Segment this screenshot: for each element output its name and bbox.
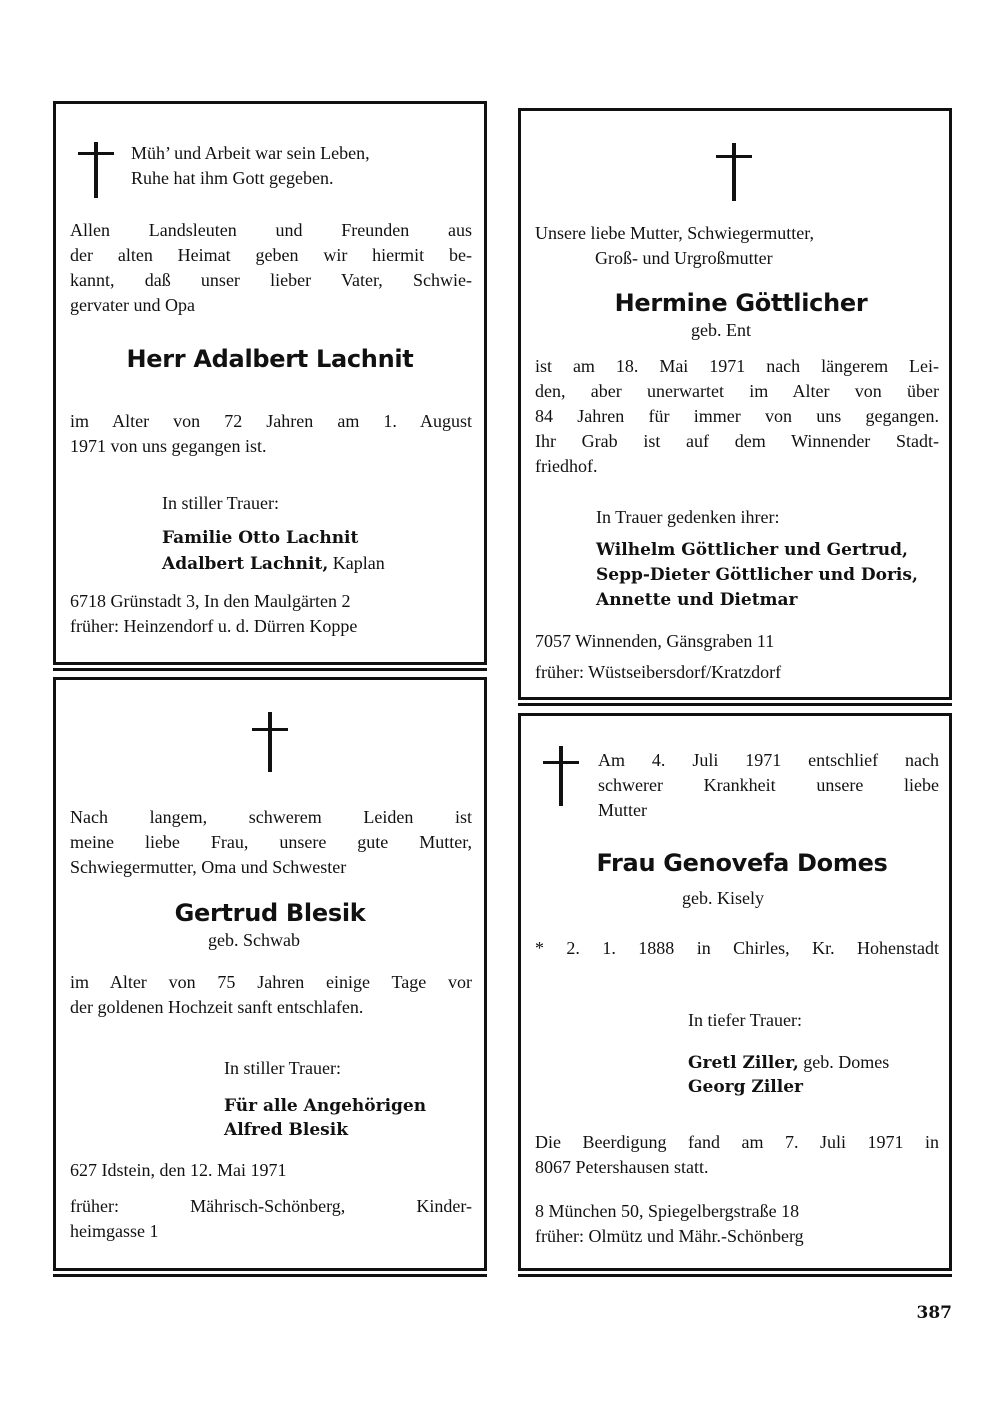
address-line: früher: Olmütz und Mähr.-Schönberg xyxy=(535,1226,804,1246)
intro-line: kannt, daß unser lieber Vater, Schwie- xyxy=(70,270,472,290)
mourning-label: In tiefer Trauer: xyxy=(688,1010,802,1030)
mourner: Adalbert Lachnit, xyxy=(162,554,329,574)
obituary-domes xyxy=(518,713,952,1271)
page-number: 387 xyxy=(916,1303,952,1323)
mourner: Sepp-Dieter Göttlicher und Doris, xyxy=(596,565,918,585)
intro-line: meine liebe Frau, unsere gute Mutter, xyxy=(70,832,472,852)
body-line: im Alter von 72 Jahren am 1. August xyxy=(70,411,472,431)
intro-line: Allen Landsleuten und Freunden aus xyxy=(70,220,472,240)
mourner-row xyxy=(162,551,385,577)
place-date: 627 Idstein, den 12. Mai 1971 xyxy=(70,1160,287,1180)
mourner: Georg Ziller xyxy=(688,1077,803,1097)
intro-line: Unsere liebe Mutter, Schwiegermutter, xyxy=(535,223,814,243)
mourner: Alfred Blesik xyxy=(224,1120,348,1140)
body-line: den, aber unerwartet im Alter von über xyxy=(535,381,939,401)
obituary-lachnit xyxy=(53,101,487,665)
address-line: 7057 Winnenden, Gänsgraben 11 xyxy=(535,631,775,651)
funeral-line: Die Beerdigung fand am 7. Juli 1971 in xyxy=(535,1132,939,1152)
body-line: der goldenen Hochzeit sanft entschlafen. xyxy=(70,997,364,1017)
intro-line: Groß- und Urgroßmutter xyxy=(595,248,773,268)
mourner: Familie Otto Lachnit xyxy=(162,528,359,548)
intro-line: Nach langem, schwerem Leiden ist xyxy=(70,807,472,827)
mourning-label: In Trauer gedenken ihrer: xyxy=(596,507,780,527)
deceased-name: Gertrud Blesik xyxy=(174,899,366,927)
birth-name: geb. Ent xyxy=(691,320,751,340)
mourner-maiden-name: geb. Domes xyxy=(803,1052,890,1072)
mourning-label: In stiller Trauer: xyxy=(162,493,279,513)
cross-icon xyxy=(716,143,752,205)
birth-name: geb. Kisely xyxy=(682,888,764,908)
birth-line: * 2. 1. 1888 in Chirles, Kr. Hohenstadt xyxy=(535,938,939,958)
body-line: 84 Jahren für immer von uns gegangen. xyxy=(535,406,939,426)
mourner: Für alle Angehörigen xyxy=(224,1096,427,1116)
address-line: 8 München 50, Spiegelbergstraße 18 xyxy=(535,1201,800,1221)
body-line: 1971 von uns gegangen ist. xyxy=(70,436,267,456)
mourner: Annette und Dietmar xyxy=(596,590,798,610)
intro-line: Mutter xyxy=(598,800,647,820)
motto-line: Müh’ und Arbeit war sein Leben, xyxy=(131,143,370,163)
address-line: heimgasse 1 xyxy=(70,1221,159,1241)
address-line: früher: Wüstseibersdorf/Kratzdorf xyxy=(535,662,782,682)
body-line: im Alter von 75 Jahren einige Tage vor xyxy=(70,972,472,992)
birth-name: geb. Schwab xyxy=(208,930,300,950)
body-line: friedhof. xyxy=(535,456,598,476)
intro-line: gervater und Opa xyxy=(70,295,195,315)
address-line: früher: Mährisch-Schönberg, Kinder- xyxy=(70,1196,472,1216)
mourning-label: In stiller Trauer: xyxy=(224,1058,341,1078)
motto-line: Ruhe hat ihm Gott gegeben. xyxy=(131,168,334,188)
deceased-name: Frau Genovefa Domes xyxy=(596,849,888,877)
intro-line: Am 4. Juli 1971 entschlief nach xyxy=(598,750,939,770)
intro-line: der alten Heimat geben wir hiermit be- xyxy=(70,245,472,265)
funeral-line: 8067 Petershausen statt. xyxy=(535,1157,709,1177)
obituary-blesik xyxy=(53,677,487,1271)
address-line: früher: Heinzendorf u. d. Dürren Koppe xyxy=(70,616,358,636)
body-line: ist am 18. Mai 1971 nach längerem Lei- xyxy=(535,356,939,376)
cross-icon xyxy=(78,142,114,202)
mourner-title: Kaplan xyxy=(332,553,385,573)
obituary-goettlicher xyxy=(518,108,952,700)
cross-icon xyxy=(543,746,579,810)
mourner: Gretl Ziller, xyxy=(688,1053,799,1073)
mourner-row xyxy=(688,1050,889,1076)
deceased-name: Herr Adalbert Lachnit xyxy=(126,345,414,373)
mourner: Wilhelm Göttlicher und Gertrud, xyxy=(596,540,908,560)
body-line: Ihr Grab ist auf dem Winnender Stadt- xyxy=(535,431,939,451)
deceased-name: Hermine Göttlicher xyxy=(614,289,868,317)
cross-icon xyxy=(252,712,288,776)
intro-line: schwerer Krankheit unsere liebe xyxy=(598,775,939,795)
address-line: 6718 Grünstadt 3, In den Maulgärten 2 xyxy=(70,591,351,611)
intro-line: Schwiegermutter, Oma und Schwester xyxy=(70,857,347,877)
